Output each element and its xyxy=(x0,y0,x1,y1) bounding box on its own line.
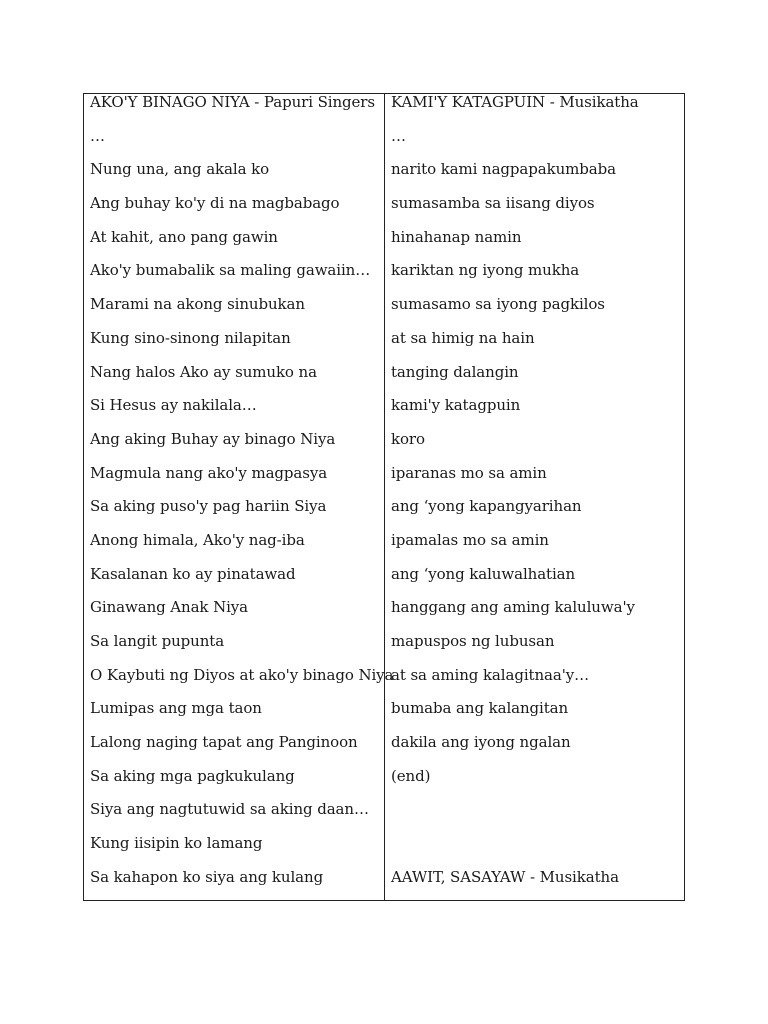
lyric-line: koro xyxy=(391,429,425,448)
lyric-line: Ang buhay ko'y di na magbabago xyxy=(90,194,340,213)
lyric-line: Lumipas ang mga taon xyxy=(90,699,262,718)
lyric-line: Si Hesus ay nakilala… xyxy=(90,396,257,415)
lyric-line: Lalong naging tapat ang Panginoon xyxy=(90,733,358,752)
lyric-line xyxy=(391,835,678,869)
lyric-line: Magmula nang ako'y magpasya xyxy=(90,463,328,482)
lyric-line: Kung iisipin ko lamang xyxy=(90,834,263,853)
lyric-line xyxy=(391,801,678,835)
lyric-line: Nung una, ang akala ko xyxy=(90,160,269,179)
song-title: KAMI'Y KATAGPUIN - Musikatha xyxy=(391,93,639,111)
lyric-line: sumasamba sa iisang diyos xyxy=(391,194,595,213)
lyric-line: Nang halos Ako ay sumuko na xyxy=(90,362,317,381)
lyric-line: (end) xyxy=(391,766,431,785)
left-song-column xyxy=(84,93,394,900)
lyrics-table xyxy=(83,93,685,901)
lyric-line: kami'y katagpuin xyxy=(391,396,521,415)
lyric-line: Ginawang Anak Niya xyxy=(90,598,249,617)
lyric-line: Ako'y bumabalik sa maling gawaiin… xyxy=(90,261,371,280)
lyric-line: at sa himig na hain xyxy=(391,328,535,347)
lyric-line: hanggang ang aming kaluluwa'y xyxy=(391,598,635,617)
right-song-column xyxy=(385,94,684,900)
lyric-line: at sa aming kalagitnaa'y… xyxy=(391,665,589,684)
lyric-line: tanging dalangin xyxy=(391,362,519,381)
lyric-line: narito kami nagpapakumbaba xyxy=(391,160,616,179)
lyric-line: ang ‘yong kaluwalhatian xyxy=(391,564,576,583)
lyric-line: … xyxy=(90,126,105,145)
lyric-line: Anong himala, Ako'y nag-iba xyxy=(90,530,305,549)
lyric-line: ang ‘yong kapangyarihan xyxy=(391,497,582,516)
song-title: AKO'Y BINAGO NIYA - Papuri Singers xyxy=(90,93,375,111)
lyric-line: O Kaybuti ng Diyos at ako'y binago Niya xyxy=(90,665,394,684)
lyric-line: dakila ang iyong ngalan xyxy=(391,733,571,752)
lyric-line: iparanas mo sa amin xyxy=(391,463,547,482)
lyric-line: kariktan ng iyong mukha xyxy=(391,261,580,280)
lyric-line: Marami na akong sinubukan xyxy=(90,295,305,314)
lyric-line: Sa aking puso'y pag hariin Siya xyxy=(90,497,327,516)
lyric-line: Ang aking Buhay ay binago Niya xyxy=(90,429,336,448)
lyric-line: ipamalas mo sa amin xyxy=(391,530,549,549)
lyric-line: Kasalanan ko ay pinatawad xyxy=(90,564,296,583)
lyric-line: Siya ang nagtutuwid sa aking daan… xyxy=(90,800,369,819)
lyric-line: Sa kahapon ko siya ang kulang xyxy=(90,867,324,886)
lyric-line: At kahit, ano pang gawin xyxy=(90,227,278,246)
lyric-line: Sa aking mga pagkukulang xyxy=(90,766,295,785)
lyric-line: sumasamo sa iyong pagkilos xyxy=(391,295,605,314)
lyric-line: mapuspos ng lubusan xyxy=(391,632,555,650)
lyric-line: Kung sino-sinong nilapitan xyxy=(90,328,291,347)
lyric-line: AAWIT, SASAYAW - Musikatha xyxy=(391,867,619,886)
lyric-line: hinahanap namin xyxy=(391,227,522,246)
lyric-line: Sa langit pupunta xyxy=(90,632,225,650)
lyric-line: … xyxy=(391,126,406,145)
lyric-line: bumaba ang kalangitan xyxy=(391,699,569,718)
